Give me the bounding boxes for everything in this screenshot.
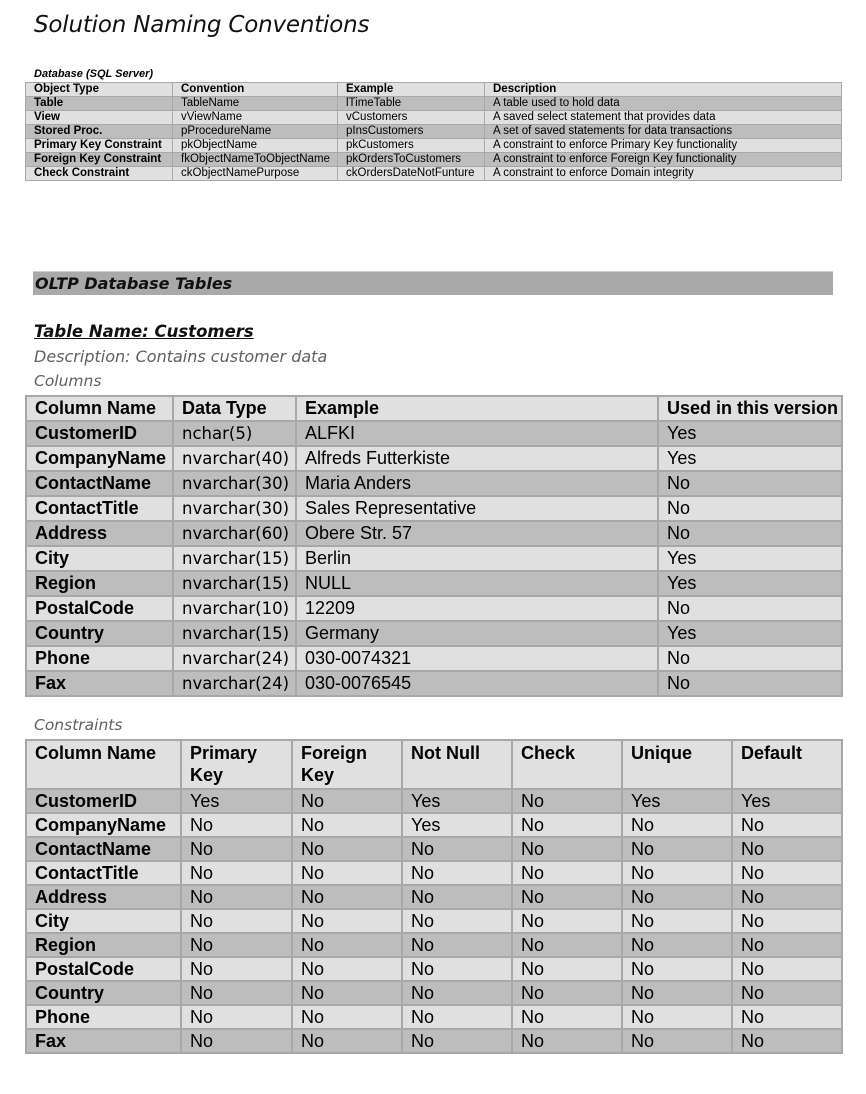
example-cell: ckOrdersDateNotFunture (338, 167, 485, 181)
used-cell: No (658, 596, 842, 621)
convention-cell: pkObjectName (173, 139, 338, 153)
example-cell: 030-0074321 (296, 646, 658, 671)
check-cell: No (512, 933, 622, 957)
table-name-heading: Table Name: Customers (34, 322, 254, 341)
description-cell: A constraint to enforce Foreign Key functionality (485, 153, 842, 167)
page-title: Solution Naming Conventions (34, 12, 370, 38)
unique-cell: No (622, 861, 732, 885)
column-header: Not Null (402, 740, 512, 789)
column-header: Example (338, 83, 485, 97)
table-description: Description: Contains customer data (34, 347, 328, 366)
table-row (26, 471, 842, 496)
column-name-cell: ContactName (26, 471, 173, 496)
foreign-key-cell: No (292, 885, 402, 909)
section-heading-bar: OLTP Database Tables (33, 271, 833, 295)
column-name-cell: PostalCode (26, 957, 181, 981)
foreign-key-cell: No (292, 957, 402, 981)
table-row (26, 496, 842, 521)
default-cell: No (732, 981, 842, 1005)
used-cell: No (658, 646, 842, 671)
column-header: Default (732, 740, 842, 789)
constraints-table (25, 739, 843, 1054)
default-cell: No (732, 933, 842, 957)
unique-cell: No (622, 981, 732, 1005)
used-cell: No (658, 471, 842, 496)
data-type-cell: nvarchar(10) (173, 596, 296, 621)
table-row (26, 421, 842, 446)
unique-cell: No (622, 909, 732, 933)
convention-cell: pProcedureName (173, 125, 338, 139)
table-row (26, 1005, 842, 1029)
primary-key-cell: No (181, 909, 292, 933)
constraints-label: Constraints (34, 716, 123, 734)
not-null-cell: No (402, 1005, 512, 1029)
default-cell: No (732, 813, 842, 837)
columns-table (25, 395, 843, 697)
not-null-cell: Yes (402, 789, 512, 813)
check-cell: No (512, 837, 622, 861)
table-row (26, 933, 842, 957)
column-header: Foreign Key (292, 740, 402, 789)
example-cell: 12209 (296, 596, 658, 621)
primary-key-cell: No (181, 1005, 292, 1029)
column-name-cell: Phone (26, 646, 173, 671)
column-header: Convention (173, 83, 338, 97)
example-cell: lTimeTable (338, 97, 485, 111)
table-row (26, 813, 842, 837)
column-header: Unique (622, 740, 732, 789)
description-cell: A constraint to enforce Domain integrity (485, 167, 842, 181)
foreign-key-cell: No (292, 1005, 402, 1029)
column-name-cell: City (26, 546, 173, 571)
primary-key-cell: Yes (181, 789, 292, 813)
column-header: Example (296, 396, 658, 421)
table-row (26, 167, 842, 181)
column-name-cell: City (26, 909, 181, 933)
unique-cell: No (622, 957, 732, 981)
data-type-cell: nvarchar(30) (173, 471, 296, 496)
foreign-key-cell: No (292, 837, 402, 861)
example-cell: Berlin (296, 546, 658, 571)
primary-key-cell: No (181, 957, 292, 981)
data-type-cell: nvarchar(60) (173, 521, 296, 546)
not-null-cell: No (402, 885, 512, 909)
table-header-row (26, 740, 842, 789)
primary-key-cell: No (181, 813, 292, 837)
table-row (26, 139, 842, 153)
column-name-cell: CustomerID (26, 421, 173, 446)
table-row (26, 981, 842, 1005)
table-row (26, 521, 842, 546)
convention-cell: TableName (173, 97, 338, 111)
column-name-cell: Fax (26, 671, 173, 696)
example-cell: vCustomers (338, 111, 485, 125)
table-row (26, 596, 842, 621)
example-cell: NULL (296, 571, 658, 596)
not-null-cell: Yes (402, 813, 512, 837)
foreign-key-cell: No (292, 1029, 402, 1053)
example-cell: ALFKI (296, 421, 658, 446)
column-name-cell: CompanyName (26, 446, 173, 471)
check-cell: No (512, 1005, 622, 1029)
example-cell: pInsCustomers (338, 125, 485, 139)
table-row (26, 111, 842, 125)
not-null-cell: No (402, 957, 512, 981)
example-cell: 030-0076545 (296, 671, 658, 696)
unique-cell: No (622, 885, 732, 909)
column-name-cell: Country (26, 981, 181, 1005)
check-cell: No (512, 789, 622, 813)
used-cell: Yes (658, 421, 842, 446)
column-name-cell: CompanyName (26, 813, 181, 837)
object-type-cell: Check Constraint (26, 167, 173, 181)
column-name-cell: Fax (26, 1029, 181, 1053)
used-cell: Yes (658, 621, 842, 646)
example-cell: Sales Representative (296, 496, 658, 521)
check-cell: No (512, 885, 622, 909)
check-cell: No (512, 813, 622, 837)
description-cell: A set of saved statements for data transactions (485, 125, 842, 139)
check-cell: No (512, 909, 622, 933)
check-cell: No (512, 957, 622, 981)
foreign-key-cell: No (292, 861, 402, 885)
example-cell: pkCustomers (338, 139, 485, 153)
column-header: Used in this version (658, 396, 842, 421)
example-cell: Alfreds Futterkiste (296, 446, 658, 471)
unique-cell: No (622, 837, 732, 861)
check-cell: No (512, 1029, 622, 1053)
convention-cell: ckObjectNamePurpose (173, 167, 338, 181)
table-row (26, 125, 842, 139)
check-cell: No (512, 861, 622, 885)
table-row (26, 789, 842, 813)
used-cell: No (658, 496, 842, 521)
column-header: Data Type (173, 396, 296, 421)
used-cell: Yes (658, 446, 842, 471)
default-cell: No (732, 885, 842, 909)
column-name-cell: ContactTitle (26, 496, 173, 521)
description-cell: A constraint to enforce Primary Key functionality (485, 139, 842, 153)
foreign-key-cell: No (292, 789, 402, 813)
data-type-cell: nchar(5) (173, 421, 296, 446)
default-cell: No (732, 837, 842, 861)
data-type-cell: nvarchar(24) (173, 671, 296, 696)
data-type-cell: nvarchar(15) (173, 571, 296, 596)
column-header: Column Name (26, 740, 181, 789)
table-row (26, 957, 842, 981)
column-name-cell: CustomerID (26, 789, 181, 813)
column-name-cell: ContactTitle (26, 861, 181, 885)
used-cell: Yes (658, 571, 842, 596)
table-row (26, 646, 842, 671)
column-header: Description (485, 83, 842, 97)
default-cell: No (732, 1005, 842, 1029)
unique-cell: No (622, 933, 732, 957)
naming-table-caption: Database (SQL Server) (34, 68, 154, 80)
table-row (26, 97, 842, 111)
object-type-cell: View (26, 111, 173, 125)
object-type-cell: Table (26, 97, 173, 111)
table-row (26, 621, 842, 646)
convention-cell: vViewName (173, 111, 338, 125)
data-type-cell: nvarchar(24) (173, 646, 296, 671)
table-row (26, 885, 842, 909)
unique-cell: No (622, 1005, 732, 1029)
table-row (26, 837, 842, 861)
primary-key-cell: No (181, 1029, 292, 1053)
not-null-cell: No (402, 837, 512, 861)
column-header: Check (512, 740, 622, 789)
used-cell: Yes (658, 546, 842, 571)
object-type-cell: Stored Proc. (26, 125, 173, 139)
column-name-cell: Region (26, 933, 181, 957)
data-type-cell: nvarchar(15) (173, 621, 296, 646)
example-cell: pkOrdersToCustomers (338, 153, 485, 167)
table-row (26, 861, 842, 885)
column-name-cell: Phone (26, 1005, 181, 1029)
table-row (26, 546, 842, 571)
table-row (26, 1029, 842, 1053)
default-cell: No (732, 861, 842, 885)
object-type-cell: Primary Key Constraint (26, 139, 173, 153)
data-type-cell: nvarchar(15) (173, 546, 296, 571)
table-row (26, 571, 842, 596)
not-null-cell: No (402, 909, 512, 933)
not-null-cell: No (402, 981, 512, 1005)
naming-conventions-table (25, 82, 842, 181)
unique-cell: No (622, 813, 732, 837)
primary-key-cell: No (181, 837, 292, 861)
column-name-cell: PostalCode (26, 596, 173, 621)
column-header: Object Type (26, 83, 173, 97)
not-null-cell: No (402, 933, 512, 957)
foreign-key-cell: No (292, 813, 402, 837)
object-type-cell: Foreign Key Constraint (26, 153, 173, 167)
data-type-cell: nvarchar(40) (173, 446, 296, 471)
not-null-cell: No (402, 1029, 512, 1053)
table-header-row (26, 396, 842, 421)
used-cell: No (658, 521, 842, 546)
table-header-row (26, 83, 842, 97)
convention-cell: fkObjectNameToObjectName (173, 153, 338, 167)
description-cell: A saved select statement that provides data (485, 111, 842, 125)
unique-cell: Yes (622, 789, 732, 813)
check-cell: No (512, 981, 622, 1005)
column-name-cell: ContactName (26, 837, 181, 861)
table-row (26, 909, 842, 933)
data-type-cell: nvarchar(30) (173, 496, 296, 521)
default-cell: Yes (732, 789, 842, 813)
column-header: Column Name (26, 396, 173, 421)
columns-label: Columns (34, 372, 102, 390)
table-row (26, 671, 842, 696)
column-name-cell: Address (26, 885, 181, 909)
column-name-cell: Country (26, 621, 173, 646)
not-null-cell: No (402, 861, 512, 885)
table-row (26, 153, 842, 167)
foreign-key-cell: No (292, 933, 402, 957)
example-cell: Obere Str. 57 (296, 521, 658, 546)
description-cell: A table used to hold data (485, 97, 842, 111)
foreign-key-cell: No (292, 909, 402, 933)
default-cell: No (732, 957, 842, 981)
default-cell: No (732, 909, 842, 933)
column-name-cell: Region (26, 571, 173, 596)
primary-key-cell: No (181, 981, 292, 1005)
example-cell: Maria Anders (296, 471, 658, 496)
used-cell: No (658, 671, 842, 696)
foreign-key-cell: No (292, 981, 402, 1005)
column-header: Primary Key (181, 740, 292, 789)
unique-cell: No (622, 1029, 732, 1053)
primary-key-cell: No (181, 861, 292, 885)
default-cell: No (732, 1029, 842, 1053)
primary-key-cell: No (181, 885, 292, 909)
table-row (26, 446, 842, 471)
primary-key-cell: No (181, 933, 292, 957)
column-name-cell: Address (26, 521, 173, 546)
example-cell: Germany (296, 621, 658, 646)
